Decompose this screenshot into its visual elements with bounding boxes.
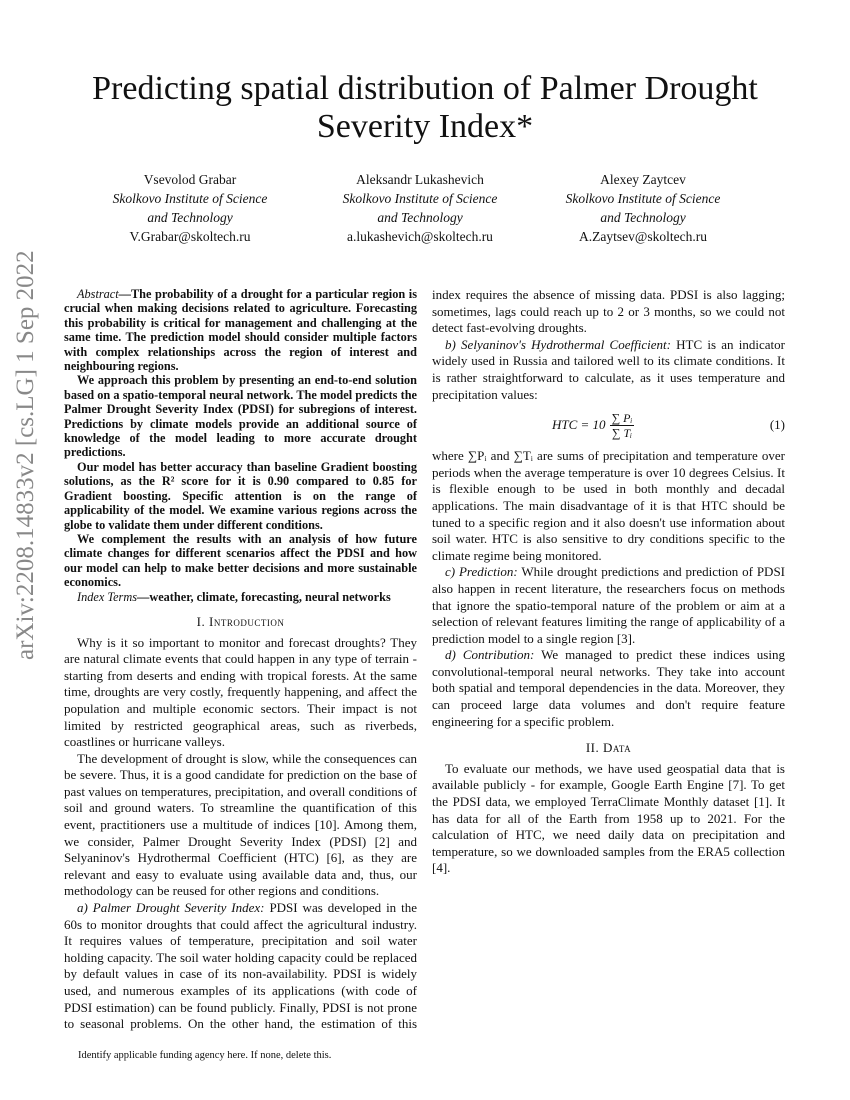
htc-subheading: b) Selyaninov's Hydrothermal Coefficient:: [445, 336, 671, 352]
section-heading-data: II. Data: [585, 740, 632, 756]
abstract-label: Abstract: [77, 287, 119, 301]
abstract-p4: We complement the results with an analysis of how future climate changes for different scenarios affect the PDSI and how our model can help to make better decisions and more sustainable economics.: [64, 531, 417, 590]
equation-numerator: ∑ Pᵢ: [611, 411, 633, 426]
paper-title: Predicting spatial distribution of Palmer Drought Severity Index*: [92, 70, 758, 145]
author-email: V.Grabar@skoltech.ru: [129, 229, 251, 244]
pdsi-paragraph: PDSI was developed in the 60s to monitor droughts that could affect the agricultural industry. It requires values of temperature, precipitation and soil water holding capacity. The soil water holding capacity could be replaced by default values in case of its non-availability. PDSI is widely used, and numerous examples of its applications (with code of PDSI estimation) can be found publicly. Finally, PDSI is not prone to seasonal problems. On the other hand, the estimation of this index requires the absence of missing data. PDSI is also lagging; sometimes, lags could reach up to 2 or 3 months, so we could not detect fast-evolving droughts.: [64, 287, 785, 1032]
index-terms: —weather, climate, forecasting, neural networks: [137, 589, 391, 604]
intro-paragraph-1: Why is it so important to monitor and forecast droughts? They are natural climate events that could happen in any type of terrain - starting from deserts and ending with tropical forests. At the same time, droughts are very costly, frequently happening, and affect the population and multiple economic sectors. Their impact is not limited by restricted geographical areas, such as riverbeds, coastlines or hurricane valleys.: [64, 634, 417, 750]
equation-lhs: HTC = 10: [552, 417, 606, 433]
author-name: Alexey Zaytcev: [600, 172, 686, 187]
author-1: [80, 170, 300, 246]
contribution-paragraph: We managed to predict these indices using convolutional-temporal neural networks. They take into account both spatial and temporal dependencies in the data. Moreover, they can proceed large data volumes and don't require feature engineering for a specific problem.: [432, 647, 785, 729]
author-affiliation: and Technology: [600, 210, 686, 225]
data-paragraph-1: To evaluate our methods, we have used geospatial data that is available publicly - for example, Google Earth Engine [7]. To get the PDSI data, we employed TerraClimate Monthly dataset [1]. It has data for all of the Earth from 1958 up to 2021. For the calculation of HTC, we need daily data on precipitation and temperature, so we downloaded samples from the ERA5 collection [4].: [432, 760, 785, 876]
equation-number: (1): [769, 417, 785, 433]
author-2: [310, 170, 530, 246]
author-affiliation: and Technology: [147, 210, 233, 225]
abstract-p1: —The probability of a drought for a particular region is crucial when making decisions related to agriculture. Forecasting this probability is critical for management and challenging at the same time. The prediction model should consider multiple factors with complex relationships across the region of interest and neighbouring regions.: [64, 287, 417, 374]
author-affiliation: Skolkovo Institute of Science: [342, 191, 498, 206]
index-terms-label: Index Terms: [77, 589, 138, 604]
contribution-subheading: d) Contribution:: [445, 647, 535, 663]
section-heading-introduction: I. Introduction: [196, 613, 285, 629]
author-name: Vsevolod Grabar: [143, 172, 237, 187]
htc-after-paragraph: where ∑Pᵢ and ∑Tᵢ are sums of precipitation and temperature over periods when the average temperature is over 10 degrees Celsius. It is flexible enough to be used in both monthly and decadal applications. The main disadvantage of it is that HTC should be tuned to a specific region and it also doesn't use information about soil water. HTC is also sensitive to dry conditions specific to the climate regime being monitored.: [432, 448, 785, 563]
pdsi-subheading: a) Palmer Drought Severity Index:: [77, 900, 265, 916]
intro-paragraph-2: The development of drought is slow, while the consequences can be severe. Thus, it is a good candidate for prediction on the base of past values on temperatures, precipitation, and overall conditions of soil and ground waters. To streamline the quantification of this event, practitioners use a multitude of indices [10]. Among them, we consider, Palmer Drought Severity Index (PDSI) [2] and Selyaninov's Hydrothermal Coefficient (HTC) [6], as they are relevant and easy to evaluate using available data and, thus, our methodology can be reused for other regions and conditions.: [64, 750, 417, 899]
abstract-p2: We approach this problem by presenting an end-to-end solution based on a spatio-temporal neural network. The model predicts the Palmer Drought Severity Index (PDSI) for subregions of interest. Predictions by climate models provide an additional source of knowledge of the model leading to more accurate drought predictions.: [64, 373, 417, 460]
equation-1: [432, 411, 785, 440]
author-affiliation: and Technology: [377, 210, 463, 225]
abstract-p3: Our model has better accuracy than baseline Gradient boosting solutions, as the R² score for it is 0.90 compared to 0.85 for Gradient boosting. Specific attention is on the range of applicability of the model. We examine various regions across the globe to validate them under different conditions.: [64, 459, 417, 532]
author-affiliation: Skolkovo Institute of Science: [112, 191, 268, 206]
htc-paragraph: HTC is an indicator widely used in Russia and tailored well to its climate conditions. It is rather straightforward to calculate, as it uses temperature and precipitation values:: [432, 336, 785, 402]
arxiv-identifier: arXiv:2208.14833v2 [cs.LG] 1 Sep 2022: [12, 250, 39, 660]
author-affiliation: Skolkovo Institute of Science: [565, 191, 721, 206]
footnote: Identify applicable funding agency here. If none, delete this.: [78, 1050, 332, 1061]
author-email: a.lukashevich@skoltech.ru: [347, 229, 493, 244]
equation-denominator: ∑ Tᵢ: [611, 426, 633, 441]
abstract: [64, 287, 417, 604]
prediction-paragraph: While drought predictions and prediction of PDSI also happen in recent literature, the researchers focus on methods that ignore the spatio-temporal nature of the problem or aim at a selection of relevant features limiting the range of applicability of a prediction model to a single region [3].: [432, 564, 786, 646]
author-3: [533, 170, 753, 246]
prediction-subheading: c) Prediction:: [445, 564, 518, 580]
author-email: A.Zaytsev@skoltech.ru: [579, 229, 707, 244]
author-name: Aleksandr Lukashevich: [356, 172, 484, 187]
two-column-body: [64, 287, 785, 1042]
